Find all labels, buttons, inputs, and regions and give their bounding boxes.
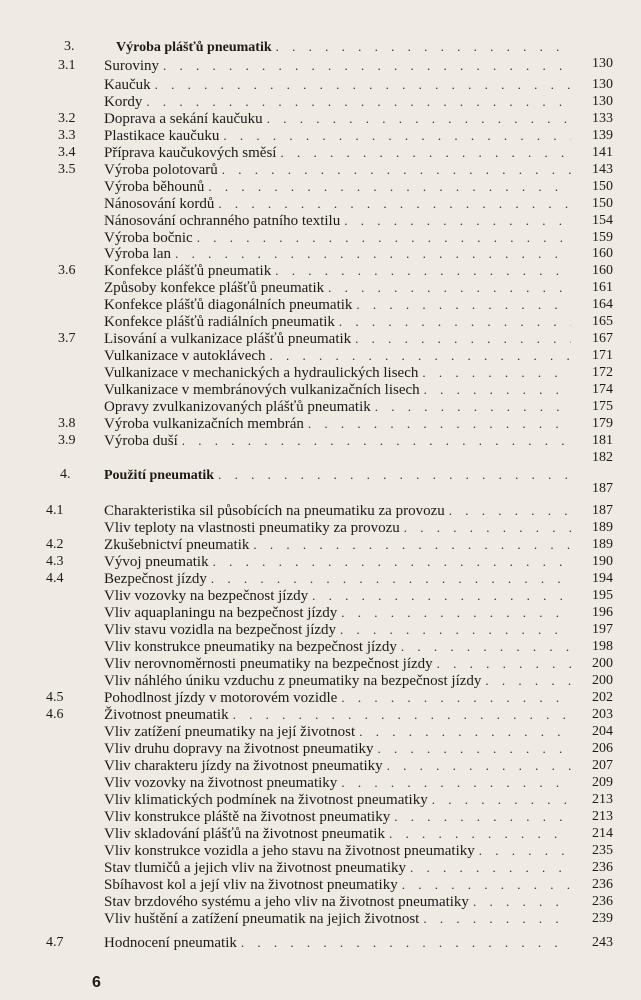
dot-leader [479,842,571,859]
toc-entry-title: Konfekce plášťů diagonálních pneumatik [104,297,353,313]
toc-entry-title: Vulkanizace v autoklávech [104,348,266,364]
dot-leader [276,38,571,55]
toc-section-number: 4.5 [46,690,64,705]
toc-section-number: 4. [60,467,71,482]
toc-section-number: 3.3 [58,128,76,143]
dot-leader [275,262,571,279]
toc-page-number: 209 [592,775,613,790]
toc-entry [104,808,571,826]
toc-section-number: 3.6 [58,263,76,278]
toc-entry [104,245,571,263]
dot-leader [389,825,571,842]
toc-entry [104,93,571,111]
dot-leader [341,689,571,706]
toc-row [0,229,641,246]
toc-row [0,842,641,859]
toc-page-number: 165 [592,314,613,329]
toc-row [0,689,641,706]
toc-entry [104,842,571,860]
toc-row [0,347,641,364]
toc-page-number: 200 [592,673,613,688]
toc-entry [104,587,571,605]
toc-entry-title: Zkušebnictví pneumatik [104,537,250,553]
toc-entry [104,706,571,724]
dot-leader [175,245,571,262]
toc-entry [104,689,571,707]
toc-section-number: 4.3 [46,554,64,569]
dot-leader [208,178,571,195]
toc-section-number: 3.2 [58,111,76,126]
toc-page-number: 130 [592,56,613,71]
toc-row [0,536,641,553]
dot-leader [312,587,571,604]
toc-entry-title: Lisování a vulkanizace plášťů pneumatik [104,331,352,347]
toc-row [0,279,641,296]
toc-page-number: 243 [592,935,613,950]
toc-page-number: 196 [592,605,613,620]
toc-page-number: 159 [592,230,613,245]
dot-leader [404,519,571,536]
toc-chapter-row [0,38,641,55]
dot-leader [387,757,571,774]
toc-row [0,330,641,347]
toc-entry-title: Doprava a sekání kaučuku [104,111,263,127]
toc-entry-title: Výroba bočnic [104,230,193,246]
toc-page-number: 150 [592,179,613,194]
toc-entry [104,415,571,433]
toc-page-number: 187 [592,503,613,518]
dot-leader [375,398,571,415]
dot-leader [341,604,571,621]
toc-entry-title: Pohodlnost jízdy v motorovém vozidle [104,690,338,706]
dot-leader [341,774,571,791]
toc-page-number: 179 [592,416,613,431]
dot-leader [146,93,571,110]
toc-entry-title: Životnost pneumatik [104,707,229,723]
toc-page-number: 171 [592,348,613,363]
dot-leader [182,432,571,449]
toc-entry-title: Vliv druhu dopravy na životnost pneumatiky [104,741,374,757]
toc-row [0,519,641,536]
toc-entry-title: Opravy zvulkanizovaných plášťů pneumatik [104,399,371,415]
toc-row [0,587,641,604]
toc-entry-title: Kordy [104,94,143,110]
toc-entry [104,76,571,94]
toc-entry-title: Vývoj pneumatik [104,554,209,570]
toc-page-number: 203 [592,707,613,722]
toc-row [0,127,641,144]
dot-leader [422,364,571,381]
toc-entry-title: Výroba polotovarů [104,162,218,178]
dot-leader [339,313,571,330]
toc-entry-title: Vliv stavu vozidla na bezpečnost jízdy [104,622,337,638]
dot-leader [253,536,571,553]
toc-entry-title: Vliv klimatických podmínek na životnost pneumatiky [104,792,428,808]
toc-page-number: 189 [592,537,613,552]
toc-row [0,110,641,127]
toc-row [0,381,641,398]
toc-entry-title: Stav brzdového systému a jeho vliv na životnost pneumatiky [104,894,469,910]
toc-chapter-row [0,466,641,496]
toc-entry [104,740,571,758]
dot-leader [424,381,571,398]
dot-leader [155,76,571,93]
toc-entry-title: Vulkanizace v mechanických a hydraulických lisech [104,365,419,381]
toc-entry [104,330,571,348]
toc-page-number: 181 [592,433,613,448]
toc-entry [104,536,571,554]
toc-page-number: 174 [592,382,613,397]
toc-row [0,740,641,757]
toc-page-number: 139 [592,128,613,143]
toc-row [0,723,641,740]
toc-page-number: 175 [592,399,613,414]
toc-page-number: 236 [592,894,613,909]
toc-page-number: 141 [592,145,613,160]
toc-entry [104,466,571,484]
toc-page-number: 164 [592,297,613,312]
toc-section-number: 3.1 [58,58,76,73]
toc-page-number: 198 [592,639,613,654]
toc-page-number: 213 [592,809,613,824]
toc-entry-title: Bezpečnost jízdy [104,571,207,587]
toc-row [0,296,641,313]
dot-leader [213,553,571,570]
toc-entry [104,859,571,877]
toc-entry-title: Vliv vozovky na životnost pneumatiky [104,775,338,791]
toc-page-number: 161 [592,280,613,295]
dot-leader [218,195,571,212]
toc-page-number: 194 [592,571,613,586]
dot-leader [394,808,571,825]
toc-row [0,621,641,638]
toc-entry [104,774,571,792]
dot-leader [211,570,571,587]
toc-entry [104,825,571,843]
dot-leader [356,296,571,313]
toc-entry [104,910,571,928]
toc-entry-title: Sbíhavost kol a její vliv na životnost pneumatiky [104,877,398,893]
toc-entry-title: Konfekce plášťů radiálních pneumatik [104,314,335,330]
toc-row [0,910,641,927]
toc-entry [104,876,571,894]
toc-entry-title: Vliv konstrukce pláště na životnost pneumatiky [104,809,391,825]
toc-entry [104,934,571,952]
toc-entry [104,893,571,911]
dot-leader [402,876,571,893]
toc-page-number: 160 [592,263,613,278]
toc-entry [104,127,571,145]
toc-row [0,502,641,519]
toc-entry-title: Kaučuk [104,77,151,93]
toc-entry-title: Vliv aquaplaningu na bezpečnost jízdy [104,605,338,621]
toc-section-number: 4.7 [46,935,64,950]
toc-page-number: 239 [592,911,613,926]
toc-entry [104,757,571,775]
dot-leader [485,672,571,689]
toc-entry [104,570,571,588]
toc-page-number: 187 [592,481,613,496]
toc-entry [104,791,571,809]
toc-entry [104,296,571,314]
toc-page-number: 189 [592,520,613,535]
toc-entry-title: Výroba duší [104,433,178,449]
dot-leader [280,144,571,161]
toc-section-number: 3.5 [58,162,76,177]
toc-page-number: 150 [592,196,613,211]
page-number: 6 [92,974,101,991]
toc-page-number: 190 [592,554,613,569]
dot-leader [308,415,571,432]
dot-leader [241,934,571,951]
toc-entry-title: Výroba vulkanizačních membrán [104,416,304,432]
toc-row [0,432,641,449]
dot-leader [340,621,571,638]
toc-entry [104,502,571,520]
toc-row [0,93,641,110]
toc-page-number: 204 [592,724,613,739]
toc-row [0,553,641,570]
toc-row [0,364,641,381]
toc-entry-title: Vliv náhlého úniku vzduchu z pneumatiky na bezpečnost jízdy [104,673,482,689]
toc-entry-title: Vliv charakteru jízdy na životnost pneumatiky [104,758,383,774]
toc-entry-title: Použití pneumatik [104,468,215,483]
toc-page-number: 195 [592,588,613,603]
toc-entry [104,313,571,331]
toc-entry [104,672,571,690]
toc-entry-title: Výroba běhounů [104,179,205,195]
toc-row [0,570,641,587]
toc-section-number: 4.1 [46,503,64,518]
toc-page-number: 207 [592,758,613,773]
toc-entry [104,144,571,162]
toc-page-number: 154 [592,213,613,228]
toc-entry [116,38,571,56]
dot-leader [197,229,571,246]
toc-page-number: 236 [592,860,613,875]
toc-entry-title: Konfekce plášťů pneumatik [104,263,272,279]
toc-entry-title: Nánosování ochranného patního textilu [104,213,341,229]
toc-page-number: 167 [592,331,613,346]
toc-page-number: 197 [592,622,613,637]
toc-row [0,161,641,178]
toc-page-number: 133 [592,111,613,126]
dot-leader [359,723,571,740]
toc-entry [104,195,571,213]
toc-section-number: 3.8 [58,416,76,431]
toc-entry-title: Vliv konstrukce pneumatiky na bezpečnost jízdy [104,639,397,655]
toc-entry [104,57,571,75]
toc-page-number: 200 [592,656,613,671]
toc-entry-title: Hodnocení pneumatik [104,935,237,951]
toc-row [0,604,641,621]
toc-row [0,178,641,195]
toc-row [0,76,641,93]
toc-entry-title: Vliv huštění a zatížení pneumatik na jejich životnost [104,911,420,927]
toc-page-number: 206 [592,741,613,756]
toc-entry [104,519,571,537]
toc-row [0,859,641,876]
toc-section-number: 4.2 [46,537,64,552]
toc-row [0,757,641,774]
toc-row [0,245,641,262]
toc-page-number: 235 [592,843,613,858]
toc-entry [104,638,571,656]
toc-row [0,655,641,672]
toc-entry-title: Vulkanizace v membránových vulkanizačních lisech [104,382,420,398]
toc-page-number: 130 [592,94,613,109]
toc-row [0,415,641,432]
toc-entry [104,161,571,179]
toc-entry [104,604,571,622]
dot-leader [378,740,571,757]
dot-leader [355,330,571,347]
toc-row [0,398,641,415]
toc-row [0,825,641,842]
toc-entry-title: Vliv konstrukce vozidla a jeho stavu na životnost pneumatiky [104,843,475,859]
toc-page-number: 172 [592,365,613,380]
toc-entry [104,178,571,196]
dot-leader [401,638,571,655]
dot-leader [267,110,571,127]
dot-leader [473,893,571,910]
toc-row [0,774,641,791]
toc-section-number: 3. [64,39,75,54]
toc-entry [104,723,571,741]
toc-row [0,672,641,689]
toc-row [0,791,641,808]
toc-entry-title: Charakteristika sil působících na pneumatiku za provozu [104,503,445,519]
toc-entry [104,347,571,365]
toc-entry-title: Vliv zatížení pneumatiky na její životnost [104,724,356,740]
toc-entry [104,381,571,399]
toc-section-number: 3.7 [58,331,76,346]
toc-page-number: 202 [592,690,613,705]
toc-row [0,449,641,466]
dot-leader [328,279,571,296]
toc-entry-title: Vliv skladování plášťů na životnost pneumatik [104,826,385,842]
toc-row [0,893,641,910]
dot-leader [449,502,571,519]
dot-leader [222,161,571,178]
toc-row [0,57,641,74]
toc-entry-title: Příprava kaučukových směsí [104,145,277,161]
dot-leader [218,466,571,483]
toc-entry [104,110,571,128]
toc-entry-title: Vliv nerovnoměrnosti pneumatiky na bezpečnost jízdy [104,656,433,672]
toc-section-number: 3.9 [58,433,76,448]
toc-page-number: 182 [592,450,613,465]
dot-leader [233,706,571,723]
toc-entry-title: Stav tlumičů a jejich vliv na životnost pneumatiky [104,860,407,876]
toc-entry [104,553,571,571]
toc-section-number: 4.4 [46,571,64,586]
toc-page-number: 213 [592,792,613,807]
dot-leader [410,859,571,876]
toc-entry-title: Výroba lan [104,246,172,262]
toc-entry-title: Vliv vozovky na bezpečnost jízdy [104,588,309,604]
toc-page-number: 143 [592,162,613,177]
toc-row [0,195,641,212]
toc-entry [104,655,571,673]
toc-page-number: 214 [592,826,613,841]
toc-entry [104,364,571,382]
dot-leader [432,791,571,808]
toc-entry-title: Vliv teploty na vlastnosti pneumatiky za provozu [104,520,400,536]
dot-leader [163,57,571,74]
toc-row [0,262,641,279]
toc-entry [104,398,571,416]
toc-row [0,808,641,825]
toc-row [0,706,641,723]
toc-row [0,313,641,330]
dot-leader [344,212,571,229]
dot-leader [423,910,571,927]
toc-page-number: 130 [592,77,613,92]
toc-entry-title: Plastikace kaučuku [104,128,220,144]
toc-entry [104,212,571,230]
toc-entry-title: Výroba plášťů pneumatik [116,40,272,55]
toc-row [0,144,641,161]
toc-entry [104,432,571,450]
toc-entry-title: Nánosování kordů [104,196,215,212]
toc-page-number: 236 [592,877,613,892]
dot-leader [437,655,571,672]
toc-page-number: 160 [592,246,613,261]
toc-row [0,638,641,655]
toc-entry [104,279,571,297]
dot-leader [223,127,571,144]
dot-leader [270,347,571,364]
toc-entry-title: Suroviny [104,58,160,74]
toc-section-number: 4.6 [46,707,64,722]
toc-section-number: 3.4 [58,145,76,160]
toc-entry-title: Způsoby konfekce plášťů pneumatik [104,280,325,296]
toc-row [0,934,641,951]
toc-row [0,212,641,229]
toc-entry [104,621,571,639]
toc-row [0,876,641,893]
toc-entry [104,262,571,280]
